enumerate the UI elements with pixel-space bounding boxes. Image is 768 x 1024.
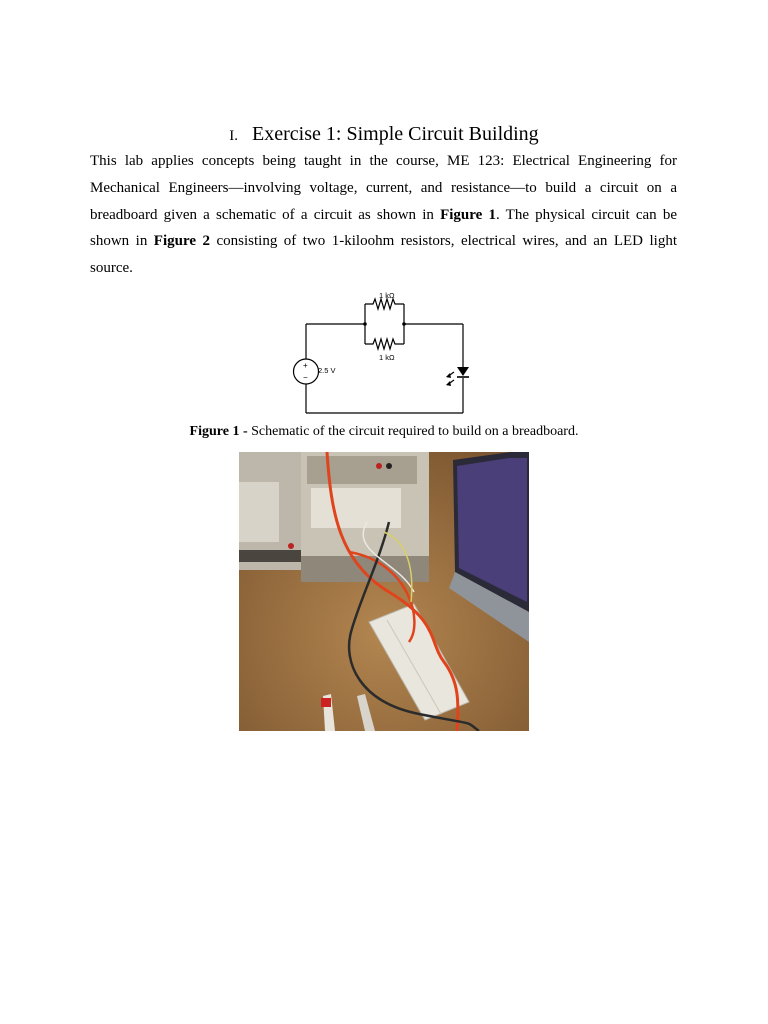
breadboard-photo xyxy=(239,452,529,731)
led-arrowhead-2 xyxy=(446,381,451,386)
resistor-bottom xyxy=(365,339,404,349)
junction-left xyxy=(363,322,367,326)
section-number: I. xyxy=(229,128,239,144)
source-plus-sign: + xyxy=(303,361,308,370)
source-minus-sign: − xyxy=(303,373,308,382)
figure-1-reference: Figure 1 xyxy=(440,206,496,223)
power-supply-panel xyxy=(311,488,401,528)
junction-right xyxy=(402,322,406,326)
source-voltage-label: 2.5 V xyxy=(318,366,336,375)
red-terminal xyxy=(376,463,382,469)
probe-red-band xyxy=(321,698,331,707)
figure-1-caption-text: Schematic of the circuit required to build on a breadboard. xyxy=(247,424,579,439)
section-title: Exercise 1: Simple Circuit Building xyxy=(252,123,539,145)
led-arrowhead-1 xyxy=(446,373,451,378)
black-terminal xyxy=(386,463,392,469)
body-paragraph xyxy=(90,148,677,282)
resistor-bottom-label: 1 kΩ xyxy=(379,353,395,362)
power-supply-display xyxy=(307,456,417,484)
resistor-top-label: 1 kΩ xyxy=(379,291,395,300)
figure-1-caption xyxy=(0,422,768,442)
led-diode xyxy=(457,367,469,376)
schematic-drawing xyxy=(282,287,485,417)
figure-1-caption-label: Figure 1 - xyxy=(189,424,248,439)
circuit-schematic xyxy=(282,287,485,417)
paragraph-text-3: consisting of two 1-kiloohm resistors, electrical wires, and an LED light source. xyxy=(90,233,677,277)
bench-left-strip xyxy=(239,550,301,562)
bench-red-terminal xyxy=(288,543,294,549)
resistor-top xyxy=(365,299,404,309)
breadboard-photo-drawing xyxy=(239,452,529,731)
figure-2-reference: Figure 2 xyxy=(153,233,210,250)
bench-left-module xyxy=(239,482,279,542)
paragraph-text-1: This lab applies concepts being taught in the course, ME 123: Electrical Engineering for Mechanical Engineers—involving voltage, current, and resistance—to build a circuit on a breadboard given a schematic of a circuit as shown in xyxy=(90,153,677,223)
section-heading xyxy=(0,120,768,150)
paragraph-text-2: . The physical circuit can be shown in xyxy=(90,206,678,250)
